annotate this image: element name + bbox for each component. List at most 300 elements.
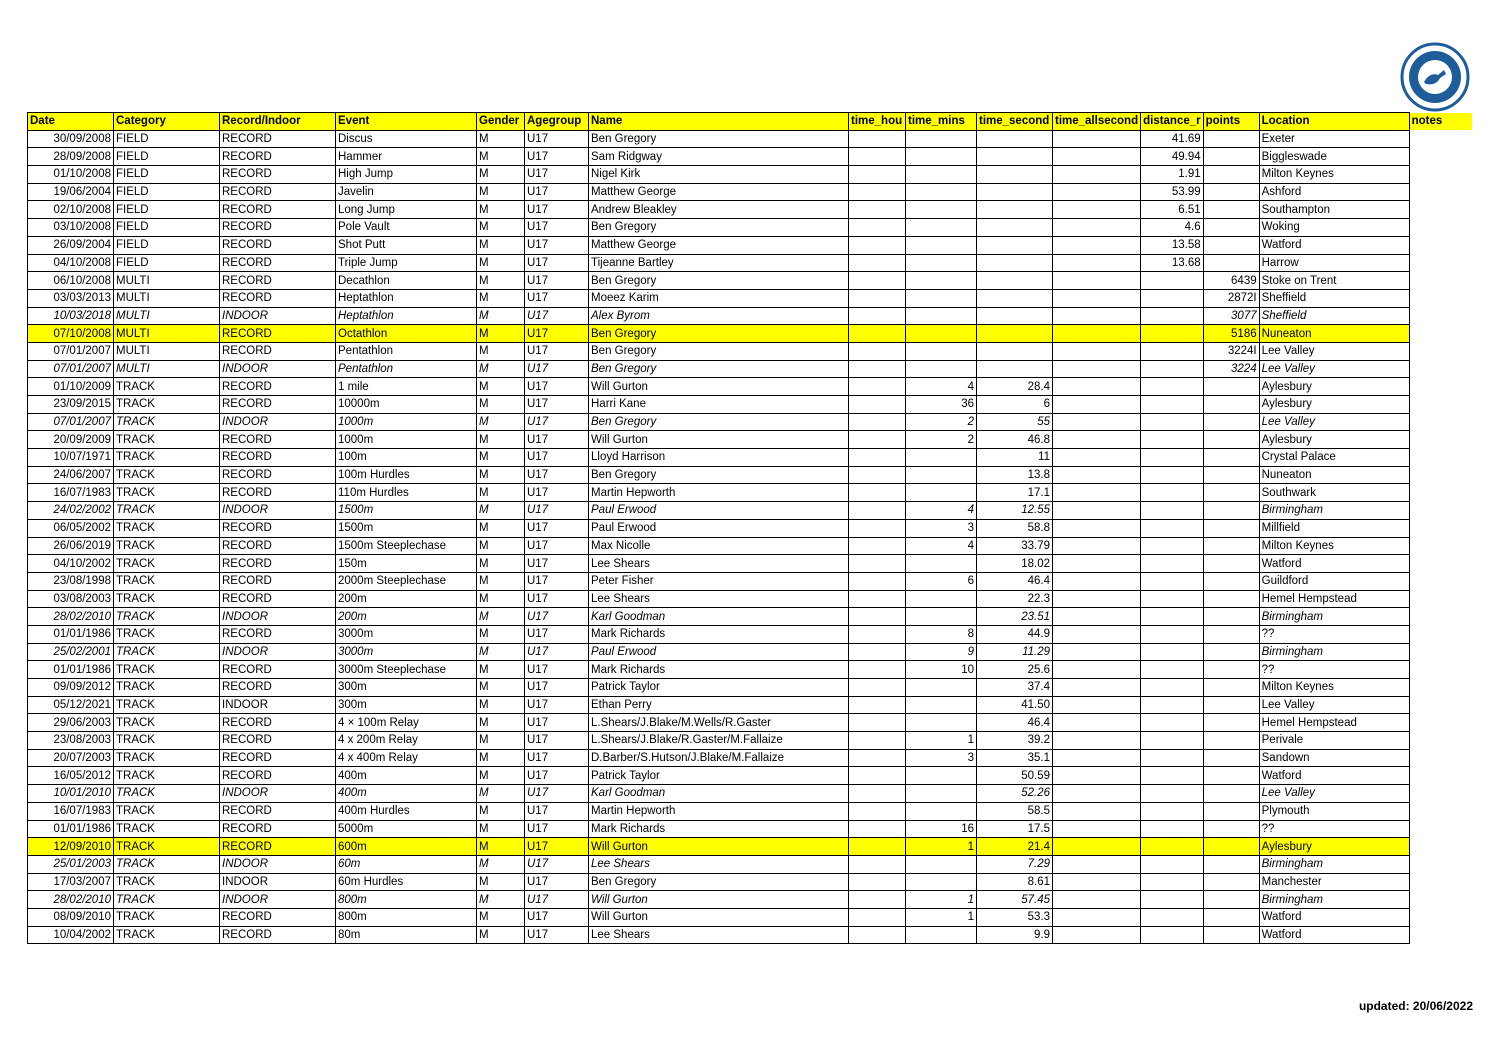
cell-time-seconds: 57.45: [977, 891, 1053, 909]
table-row: [28, 325, 1473, 343]
cell-time-mins: 4: [906, 378, 977, 396]
cell-category: TRACK: [114, 696, 220, 714]
cell-event: Heptathlon: [336, 307, 477, 325]
cell-gender: M: [477, 466, 525, 484]
table-row: [28, 855, 1473, 873]
cell-time-hours: [849, 307, 906, 325]
cell-time-hours: [849, 466, 906, 484]
cell-time-allseconds: [1053, 201, 1141, 219]
cell-name: Mark Richards: [589, 661, 849, 679]
cell-name: Mark Richards: [589, 820, 849, 838]
cell-record-indoor: INDOOR: [220, 307, 336, 325]
table-row: [28, 201, 1473, 219]
cell-name: Ben Gregory: [589, 130, 849, 148]
cell-record-indoor: INDOOR: [220, 643, 336, 661]
cell-date: 10/01/2010: [28, 785, 114, 803]
cell-gender: M: [477, 502, 525, 520]
cell-points: [1203, 891, 1259, 909]
cell-distance: [1141, 272, 1204, 290]
table-row: [28, 148, 1473, 166]
cell-name: Ben Gregory: [589, 413, 849, 431]
cell-time-allseconds: [1053, 484, 1141, 502]
col-points: points: [1203, 113, 1259, 131]
cell-time-mins: [906, 466, 977, 484]
table-row: [28, 696, 1473, 714]
cell-date: 24/02/2002: [28, 502, 114, 520]
cell-gender: M: [477, 908, 525, 926]
cell-event: Decathlon: [336, 272, 477, 290]
cell-category: FIELD: [114, 130, 220, 148]
cell-event: Long Jump: [336, 201, 477, 219]
cell-category: FIELD: [114, 201, 220, 219]
table-row: [28, 466, 1473, 484]
cell-date: 01/10/2008: [28, 166, 114, 184]
cell-category: TRACK: [114, 519, 220, 537]
cell-date: 25/01/2003: [28, 855, 114, 873]
cell-time-mins: 3: [906, 749, 977, 767]
cell-time-mins: [906, 484, 977, 502]
cell-event: 60m: [336, 855, 477, 873]
cell-category: TRACK: [114, 926, 220, 944]
cell-name: Ben Gregory: [589, 272, 849, 290]
cell-location: Stoke on Trent: [1259, 272, 1409, 290]
cell-date: 03/08/2003: [28, 590, 114, 608]
cell-agegroup: U17: [525, 413, 589, 431]
table-row: [28, 608, 1473, 626]
cell-time-hours: [849, 148, 906, 166]
col-time-seconds: time_second: [977, 113, 1053, 131]
cell-date: 16/07/1983: [28, 802, 114, 820]
club-logo-icon: [1400, 42, 1470, 112]
cell-name: Lee Shears: [589, 926, 849, 944]
cell-agegroup: U17: [525, 767, 589, 785]
col-category: Category: [114, 113, 220, 131]
cell-record-indoor: RECORD: [220, 148, 336, 166]
cell-agegroup: U17: [525, 625, 589, 643]
cell-category: TRACK: [114, 785, 220, 803]
cell-name: Paul Erwood: [589, 643, 849, 661]
table-row: [28, 236, 1473, 254]
cell-record-indoor: RECORD: [220, 732, 336, 750]
cell-time-seconds: [977, 272, 1053, 290]
cell-time-mins: [906, 307, 977, 325]
cell-agegroup: U17: [525, 838, 589, 856]
cell-record-indoor: RECORD: [220, 749, 336, 767]
cell-time-seconds: 12.55: [977, 502, 1053, 520]
cell-name: Will Gurton: [589, 891, 849, 909]
cell-points: 2872I: [1203, 289, 1259, 307]
cell-name: Matthew George: [589, 183, 849, 201]
table-row: [28, 502, 1473, 520]
cell-category: MULTI: [114, 272, 220, 290]
cell-time-allseconds: [1053, 555, 1141, 573]
cell-points: [1203, 572, 1259, 590]
cell-time-hours: [849, 785, 906, 803]
cell-time-seconds: [977, 236, 1053, 254]
cell-time-hours: [849, 396, 906, 414]
cell-notes: [1409, 838, 1472, 856]
cell-agegroup: U17: [525, 608, 589, 626]
table-row: [28, 413, 1473, 431]
cell-points: [1203, 767, 1259, 785]
cell-time-mins: [906, 325, 977, 343]
cell-time-allseconds: [1053, 396, 1141, 414]
cell-time-mins: [906, 201, 977, 219]
col-distance: distance_r: [1141, 113, 1204, 131]
cell-record-indoor: RECORD: [220, 590, 336, 608]
cell-time-allseconds: [1053, 342, 1141, 360]
cell-category: MULTI: [114, 360, 220, 378]
cell-event: 3000m: [336, 625, 477, 643]
cell-record-indoor: RECORD: [220, 679, 336, 697]
cell-notes: [1409, 608, 1472, 626]
cell-time-hours: [849, 714, 906, 732]
cell-location: Milton Keynes: [1259, 166, 1409, 184]
cell-gender: M: [477, 661, 525, 679]
cell-agegroup: U17: [525, 714, 589, 732]
cell-date: 20/07/2003: [28, 749, 114, 767]
cell-category: TRACK: [114, 749, 220, 767]
cell-time-allseconds: [1053, 466, 1141, 484]
cell-name: Sam Ridgway: [589, 148, 849, 166]
cell-category: FIELD: [114, 148, 220, 166]
cell-points: [1203, 502, 1259, 520]
cell-name: Ethan Perry: [589, 696, 849, 714]
table-row: [28, 714, 1473, 732]
cell-agegroup: U17: [525, 749, 589, 767]
cell-time-seconds: 50.59: [977, 767, 1053, 785]
cell-location: Hemel Hempstead: [1259, 714, 1409, 732]
cell-name: Karl Goodman: [589, 785, 849, 803]
cell-agegroup: U17: [525, 643, 589, 661]
cell-notes: [1409, 413, 1472, 431]
cell-notes: [1409, 148, 1472, 166]
cell-location: Birmingham: [1259, 855, 1409, 873]
cell-agegroup: U17: [525, 183, 589, 201]
cell-category: FIELD: [114, 166, 220, 184]
cell-time-seconds: 11: [977, 449, 1053, 467]
cell-category: TRACK: [114, 466, 220, 484]
cell-name: Paul Erwood: [589, 519, 849, 537]
col-date: Date: [28, 113, 114, 131]
cell-distance: [1141, 555, 1204, 573]
cell-time-mins: [906, 236, 977, 254]
cell-points: [1203, 219, 1259, 237]
cell-event: 3000m: [336, 643, 477, 661]
cell-location: Perivale: [1259, 732, 1409, 750]
cell-gender: M: [477, 360, 525, 378]
cell-points: [1203, 802, 1259, 820]
cell-time-seconds: [977, 219, 1053, 237]
cell-date: 01/10/2009: [28, 378, 114, 396]
cell-time-mins: 1: [906, 838, 977, 856]
cell-notes: [1409, 502, 1472, 520]
cell-location: Southwark: [1259, 484, 1409, 502]
cell-time-mins: [906, 855, 977, 873]
cell-location: Watford: [1259, 236, 1409, 254]
cell-agegroup: U17: [525, 236, 589, 254]
cell-time-hours: [849, 431, 906, 449]
cell-time-seconds: 9.9: [977, 926, 1053, 944]
col-record-indoor: Record/Indoor: [220, 113, 336, 131]
cell-notes: [1409, 307, 1472, 325]
cell-location: Watford: [1259, 555, 1409, 573]
cell-event: Pole Vault: [336, 219, 477, 237]
cell-notes: [1409, 572, 1472, 590]
cell-name: Ben Gregory: [589, 873, 849, 891]
cell-date: 06/05/2002: [28, 519, 114, 537]
cell-name: Karl Goodman: [589, 608, 849, 626]
cell-time-allseconds: [1053, 732, 1141, 750]
cell-time-seconds: [977, 360, 1053, 378]
cell-event: 150m: [336, 555, 477, 573]
cell-points: [1203, 484, 1259, 502]
cell-points: [1203, 873, 1259, 891]
cell-points: [1203, 449, 1259, 467]
cell-distance: [1141, 289, 1204, 307]
cell-time-seconds: 53.3: [977, 908, 1053, 926]
cell-location: Southampton: [1259, 201, 1409, 219]
cell-distance: [1141, 431, 1204, 449]
cell-distance: [1141, 537, 1204, 555]
cell-time-seconds: [977, 130, 1053, 148]
cell-time-mins: 9: [906, 643, 977, 661]
cell-time-hours: [849, 342, 906, 360]
cell-record-indoor: RECORD: [220, 466, 336, 484]
cell-time-seconds: 17.5: [977, 820, 1053, 838]
cell-time-seconds: 46.4: [977, 572, 1053, 590]
cell-time-seconds: 21.4: [977, 838, 1053, 856]
cell-distance: [1141, 396, 1204, 414]
cell-event: 1500m: [336, 519, 477, 537]
cell-time-mins: [906, 183, 977, 201]
cell-record-indoor: INDOOR: [220, 608, 336, 626]
cell-time-allseconds: [1053, 236, 1141, 254]
col-time-mins: time_mins: [906, 113, 977, 131]
cell-gender: M: [477, 714, 525, 732]
table-row: [28, 590, 1473, 608]
cell-date: 29/06/2003: [28, 714, 114, 732]
cell-time-hours: [849, 449, 906, 467]
cell-agegroup: U17: [525, 696, 589, 714]
cell-points: [1203, 732, 1259, 750]
cell-category: TRACK: [114, 449, 220, 467]
cell-notes: [1409, 785, 1472, 803]
cell-gender: M: [477, 166, 525, 184]
cell-time-allseconds: [1053, 643, 1141, 661]
cell-category: TRACK: [114, 802, 220, 820]
cell-date: 06/10/2008: [28, 272, 114, 290]
cell-record-indoor: RECORD: [220, 838, 336, 856]
cell-location: Watford: [1259, 767, 1409, 785]
cell-time-hours: [849, 272, 906, 290]
cell-time-allseconds: [1053, 272, 1141, 290]
cell-points: [1203, 749, 1259, 767]
cell-time-seconds: [977, 148, 1053, 166]
cell-time-mins: [906, 166, 977, 184]
cell-name: Moeez Karim: [589, 289, 849, 307]
cell-name: Will Gurton: [589, 431, 849, 449]
cell-points: [1203, 643, 1259, 661]
cell-points: [1203, 855, 1259, 873]
col-event: Event: [336, 113, 477, 131]
cell-record-indoor: RECORD: [220, 130, 336, 148]
cell-agegroup: U17: [525, 661, 589, 679]
cell-time-seconds: [977, 342, 1053, 360]
cell-category: TRACK: [114, 714, 220, 732]
records-table: [27, 112, 1473, 944]
cell-record-indoor: RECORD: [220, 714, 336, 732]
cell-agegroup: U17: [525, 502, 589, 520]
cell-notes: [1409, 714, 1472, 732]
cell-distance: [1141, 572, 1204, 590]
cell-date: 02/10/2008: [28, 201, 114, 219]
cell-notes: [1409, 289, 1472, 307]
cell-gender: M: [477, 537, 525, 555]
cell-time-allseconds: [1053, 785, 1141, 803]
cell-agegroup: U17: [525, 590, 589, 608]
cell-date: 08/09/2010: [28, 908, 114, 926]
cell-time-hours: [849, 749, 906, 767]
cell-agegroup: U17: [525, 732, 589, 750]
cell-gender: M: [477, 820, 525, 838]
cell-notes: [1409, 732, 1472, 750]
cell-time-allseconds: [1053, 219, 1141, 237]
cell-time-allseconds: [1053, 502, 1141, 520]
cell-date: 01/01/1986: [28, 661, 114, 679]
cell-time-seconds: [977, 307, 1053, 325]
cell-gender: M: [477, 855, 525, 873]
cell-time-allseconds: [1053, 148, 1141, 166]
table-row: [28, 891, 1473, 909]
cell-points: [1203, 183, 1259, 201]
cell-time-seconds: 22.3: [977, 590, 1053, 608]
cell-agegroup: U17: [525, 891, 589, 909]
cell-time-seconds: 58.8: [977, 519, 1053, 537]
cell-time-seconds: [977, 254, 1053, 272]
cell-notes: [1409, 555, 1472, 573]
cell-notes: [1409, 466, 1472, 484]
cell-name: Paul Erwood: [589, 502, 849, 520]
cell-notes: [1409, 873, 1472, 891]
table-row: [28, 679, 1473, 697]
cell-gender: M: [477, 572, 525, 590]
table-row: [28, 820, 1473, 838]
cell-gender: M: [477, 307, 525, 325]
cell-date: 07/01/2007: [28, 360, 114, 378]
cell-date: 07/10/2008: [28, 325, 114, 343]
cell-notes: [1409, 325, 1472, 343]
cell-time-mins: [906, 272, 977, 290]
table-row: [28, 254, 1473, 272]
cell-distance: [1141, 802, 1204, 820]
table-row: [28, 183, 1473, 201]
cell-agegroup: U17: [525, 130, 589, 148]
cell-category: TRACK: [114, 431, 220, 449]
cell-distance: [1141, 926, 1204, 944]
cell-name: Lee Shears: [589, 555, 849, 573]
cell-time-allseconds: [1053, 572, 1141, 590]
cell-time-allseconds: [1053, 696, 1141, 714]
cell-time-hours: [849, 855, 906, 873]
cell-date: 25/02/2001: [28, 643, 114, 661]
cell-location: Lee Valley: [1259, 360, 1409, 378]
cell-date: 04/10/2002: [28, 555, 114, 573]
cell-gender: M: [477, 431, 525, 449]
cell-event: 5000m: [336, 820, 477, 838]
cell-notes: [1409, 183, 1472, 201]
col-notes: notes: [1409, 113, 1472, 131]
cell-distance: [1141, 749, 1204, 767]
cell-time-hours: [849, 838, 906, 856]
cell-date: 28/02/2010: [28, 608, 114, 626]
cell-record-indoor: RECORD: [220, 537, 336, 555]
cell-location: Hemel Hempstead: [1259, 590, 1409, 608]
cell-distance: [1141, 625, 1204, 643]
table-row: [28, 307, 1473, 325]
cell-time-seconds: [977, 166, 1053, 184]
cell-time-mins: 10: [906, 661, 977, 679]
cell-time-allseconds: [1053, 749, 1141, 767]
cell-notes: [1409, 537, 1472, 555]
cell-notes: [1409, 360, 1472, 378]
cell-notes: [1409, 661, 1472, 679]
cell-record-indoor: RECORD: [220, 908, 336, 926]
cell-time-hours: [849, 590, 906, 608]
cell-gender: M: [477, 201, 525, 219]
cell-name: Will Gurton: [589, 908, 849, 926]
cell-time-mins: [906, 130, 977, 148]
table-row: [28, 785, 1473, 803]
cell-time-allseconds: [1053, 537, 1141, 555]
cell-location: Aylesbury: [1259, 431, 1409, 449]
cell-time-hours: [849, 360, 906, 378]
cell-category: TRACK: [114, 679, 220, 697]
cell-event: 1000m: [336, 413, 477, 431]
cell-time-mins: [906, 714, 977, 732]
cell-location: Aylesbury: [1259, 396, 1409, 414]
cell-record-indoor: INDOOR: [220, 855, 336, 873]
cell-time-mins: [906, 449, 977, 467]
cell-time-allseconds: [1053, 254, 1141, 272]
cell-time-hours: [849, 254, 906, 272]
cell-event: 600m: [336, 838, 477, 856]
cell-time-mins: [906, 696, 977, 714]
cell-time-mins: [906, 608, 977, 626]
cell-time-seconds: 46.8: [977, 431, 1053, 449]
cell-location: Lee Valley: [1259, 785, 1409, 803]
cell-gender: M: [477, 378, 525, 396]
cell-gender: M: [477, 873, 525, 891]
cell-points: 3077: [1203, 307, 1259, 325]
cell-time-mins: 3: [906, 519, 977, 537]
cell-gender: M: [477, 219, 525, 237]
cell-notes: [1409, 749, 1472, 767]
cell-category: FIELD: [114, 236, 220, 254]
cell-event: 4 x 400m Relay: [336, 749, 477, 767]
table-row: [28, 555, 1473, 573]
cell-event: 80m: [336, 926, 477, 944]
cell-agegroup: U17: [525, 802, 589, 820]
table-row: [28, 219, 1473, 237]
cell-name: Martin Hepworth: [589, 802, 849, 820]
cell-event: 300m: [336, 696, 477, 714]
cell-record-indoor: RECORD: [220, 820, 336, 838]
cell-points: [1203, 519, 1259, 537]
cell-agegroup: U17: [525, 466, 589, 484]
cell-notes: [1409, 484, 1472, 502]
cell-notes: [1409, 449, 1472, 467]
